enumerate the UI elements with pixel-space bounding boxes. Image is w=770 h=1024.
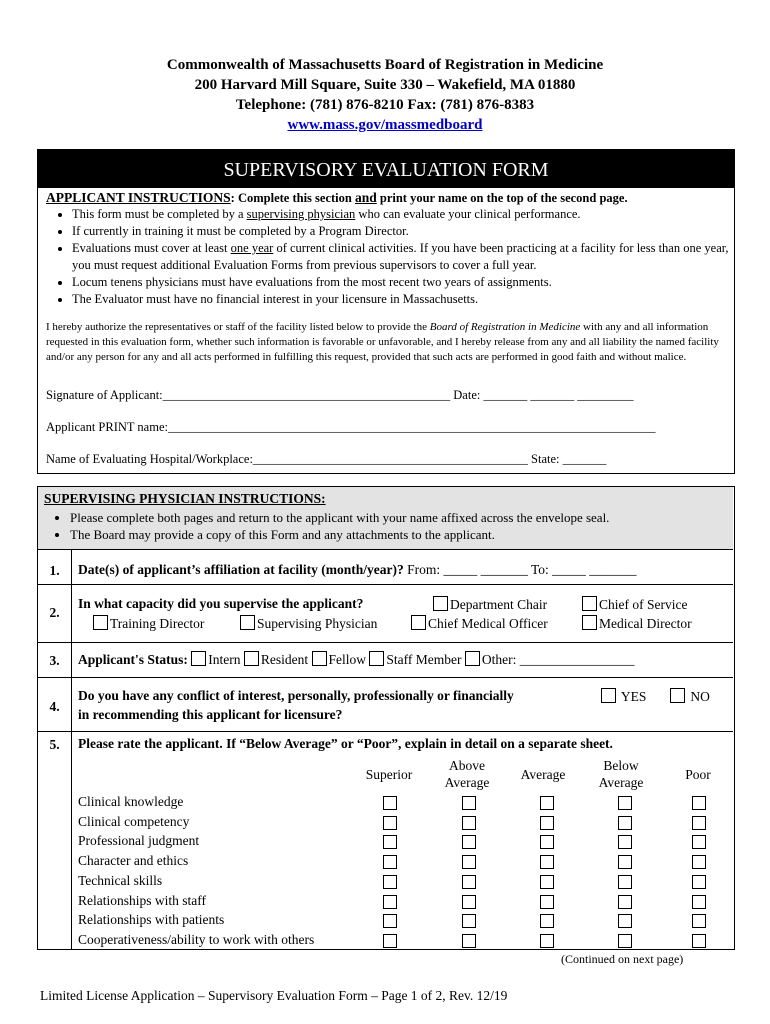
divider bbox=[38, 642, 733, 643]
list-item: • The Board may provide a copy of this Form and any attachments to the applicant. bbox=[70, 526, 724, 543]
option-supervising-physician[interactable]: Supervising Physician bbox=[240, 615, 377, 632]
print-name-field[interactable]: Applicant PRINT name:______________________________________________________________________________ bbox=[46, 420, 656, 434]
option-training-director[interactable]: Training Director bbox=[93, 615, 204, 632]
criterion-label: Clinical knowledge bbox=[78, 794, 184, 809]
board-name: Commonwealth of Massachusetts Board of Registration in Medicine bbox=[166, 57, 604, 73]
rating-checkbox[interactable] bbox=[462, 914, 476, 928]
rating-checkbox[interactable] bbox=[462, 835, 476, 849]
rating-checkbox[interactable] bbox=[462, 875, 476, 889]
question-number: 5. bbox=[49, 737, 60, 752]
rating-checkbox[interactable] bbox=[618, 816, 632, 830]
rating-checkbox[interactable] bbox=[383, 934, 397, 948]
rating-checkbox[interactable] bbox=[692, 835, 706, 849]
form-title: SUPERVISORY EVALUATION FORM bbox=[38, 150, 734, 188]
divider bbox=[38, 584, 733, 585]
rating-checkbox[interactable] bbox=[692, 895, 706, 909]
rating-checkbox[interactable] bbox=[462, 895, 476, 909]
rating-checkbox[interactable] bbox=[462, 934, 476, 948]
rating-checkbox[interactable] bbox=[383, 855, 397, 869]
divider bbox=[38, 549, 733, 550]
divider bbox=[38, 731, 733, 732]
list-item: • If currently in training it must be completed by a Program Director. bbox=[72, 223, 731, 240]
rating-checkbox[interactable] bbox=[540, 816, 554, 830]
supervisor-instructions-heading: SUPERVISING PHYSICIAN INSTRUCTIONS: bbox=[44, 491, 326, 506]
rating-checkbox[interactable] bbox=[618, 914, 632, 928]
supervisor-section bbox=[37, 486, 735, 950]
checkbox[interactable] bbox=[582, 615, 597, 630]
rating-checkbox[interactable] bbox=[540, 895, 554, 909]
column-average: Average bbox=[520, 767, 566, 782]
checkbox-fellow[interactable] bbox=[312, 651, 327, 666]
number-column-divider bbox=[71, 549, 72, 949]
applicant-instructions-heading: APPLICANT INSTRUCTIONS bbox=[46, 190, 231, 205]
checkbox[interactable] bbox=[582, 596, 597, 611]
question-5-text: Please rate the applicant. If “Below Average” or “Poor”, explain in detail on a separate sheet. bbox=[78, 736, 613, 751]
question-2-text: In what capacity did you supervise the applicant? bbox=[78, 596, 364, 611]
criterion-label: Professional judgment bbox=[78, 833, 200, 849]
rating-checkbox[interactable] bbox=[383, 895, 397, 909]
authorization-text: I hereby authorize the representatives or staff of the facility listed below to provide the Board of Registration in Medicine with any and all information requested in this evaluation form, whether such information is favorable or unfavorable, and I hereby release from any and all liability the named facility and/or any person for any and all acts performed in fulfilling this request, provided that such acts are performed in good faith and without malice. bbox=[46, 321, 719, 363]
rating-checkbox[interactable] bbox=[618, 895, 632, 909]
affiliation-dates-field[interactable]: From: _____ _______ To: _____ _______ bbox=[403, 562, 637, 577]
list-item: • This form must be completed by a supervising physician who can evaluate your clinical performance. bbox=[72, 206, 731, 223]
rating-checkbox[interactable] bbox=[618, 855, 632, 869]
rating-checkbox[interactable] bbox=[462, 796, 476, 810]
option-yes[interactable]: YES bbox=[601, 688, 646, 705]
rating-checkbox[interactable] bbox=[618, 934, 632, 948]
checkbox-other[interactable] bbox=[465, 651, 480, 666]
applicant-bullets bbox=[46, 206, 731, 308]
rating-checkbox[interactable] bbox=[383, 816, 397, 830]
rating-checkbox[interactable] bbox=[540, 835, 554, 849]
column-poor: Poor bbox=[685, 767, 711, 782]
checkbox[interactable] bbox=[433, 596, 448, 611]
rating-checkbox[interactable] bbox=[540, 796, 554, 810]
rating-checkbox[interactable] bbox=[462, 855, 476, 869]
letterhead bbox=[0, 55, 770, 135]
list-item: • Evaluations must cover at least one year of current clinical activities. If you have been practicing at a facility for less than one year, you must request additional Evaluation Forms from previous supervisors to cover a full year. bbox=[72, 240, 731, 274]
question-1 bbox=[78, 562, 637, 578]
checkbox-resident[interactable] bbox=[244, 651, 259, 666]
rating-checkbox[interactable] bbox=[462, 816, 476, 830]
column-above-average: Above Average bbox=[444, 758, 490, 790]
criterion-label: Relationships with patients bbox=[78, 912, 225, 928]
option-department-chair[interactable]: Department Chair bbox=[433, 596, 547, 613]
option-chief-medical-officer[interactable]: Chief Medical Officer bbox=[411, 615, 548, 632]
rating-checkbox[interactable] bbox=[383, 835, 397, 849]
question-4-line1: Do you have any conflict of interest, personally, professionally or financially bbox=[78, 688, 514, 703]
rating-checkbox[interactable] bbox=[383, 796, 397, 810]
option-chief-of-service[interactable]: Chief of Service bbox=[582, 596, 687, 613]
rating-checkbox[interactable] bbox=[540, 855, 554, 869]
rating-checkbox[interactable] bbox=[618, 875, 632, 889]
column-superior: Superior bbox=[365, 767, 413, 782]
question-3: Applicant's Status: Intern Resident Fellow Staff Member Other: _________________ bbox=[78, 652, 635, 667]
intro-and: and bbox=[354, 190, 377, 205]
criterion-label: Technical skills bbox=[78, 872, 163, 888]
rating-checkbox[interactable] bbox=[692, 796, 706, 810]
rating-checkbox[interactable] bbox=[540, 914, 554, 928]
rating-checkbox[interactable] bbox=[383, 875, 397, 889]
checkbox[interactable] bbox=[411, 615, 426, 630]
list-item: • Please complete both pages and return to the applicant with your name affixed across the envelope seal. bbox=[70, 509, 724, 526]
continued-note: (Continued on next page) bbox=[561, 952, 684, 966]
page-footer: Limited License Application – Supervisory Evaluation Form – Page 1 of 2, Rev. 12/19 bbox=[40, 988, 508, 1003]
question-4-line2: in recommending this applicant for licensure? bbox=[78, 707, 343, 722]
criterion-label: Clinical competency bbox=[78, 813, 190, 829]
criterion-label: Cooperativeness/ability to work with others bbox=[78, 931, 315, 947]
option-no[interactable]: NO bbox=[670, 688, 710, 705]
checkbox[interactable] bbox=[601, 688, 616, 703]
rating-checkbox[interactable] bbox=[692, 855, 706, 869]
board-phone-fax: Telephone: (781) 876-8210 Fax: (781) 876-8383 bbox=[235, 97, 535, 113]
question-number: 3. bbox=[49, 653, 60, 668]
question-1-text: Date(s) of applicant’s affiliation at facility (month/year)? bbox=[78, 562, 404, 577]
checkbox[interactable] bbox=[670, 688, 685, 703]
criterion-label: Relationships with staff bbox=[78, 892, 206, 908]
checkbox-staff-member[interactable] bbox=[369, 651, 384, 666]
rating-checkbox[interactable] bbox=[692, 816, 706, 830]
question-3-text: Applicant's Status: bbox=[78, 652, 188, 667]
hospital-field[interactable]: Name of Evaluating Hospital/Workplace:____________________________________________ State: _______ bbox=[46, 452, 607, 466]
rating-checkbox[interactable] bbox=[692, 875, 706, 889]
list-item: • Locum tenens physicians must have evaluations from the most recent two years of assignments. bbox=[72, 274, 731, 291]
rating-checkbox[interactable] bbox=[692, 934, 706, 948]
option-medical-director[interactable]: Medical Director bbox=[582, 615, 692, 632]
question-number: 2. bbox=[49, 605, 60, 620]
rating-checkbox[interactable] bbox=[383, 914, 397, 928]
signature-field[interactable]: Signature of Applicant:______________________________________________ Date: _______ _______ _________ bbox=[46, 388, 634, 402]
list-item: • The Evaluator must have no financial interest in your licensure in Massachusetts. bbox=[72, 291, 731, 308]
question-number: 1. bbox=[49, 563, 60, 578]
intro-text-end: print your name on the top of the second page. bbox=[376, 191, 628, 205]
applicant-instructions bbox=[46, 190, 731, 308]
board-address: 200 Harvard Mill Square, Suite 330 – Wakefield, MA 01880 bbox=[194, 77, 576, 93]
rating-checkbox[interactable] bbox=[692, 914, 706, 928]
rating-checkbox[interactable] bbox=[540, 875, 554, 889]
intro-text: : Complete this section bbox=[230, 191, 355, 205]
divider bbox=[38, 677, 733, 678]
checkbox-intern[interactable] bbox=[191, 651, 206, 666]
checkbox[interactable] bbox=[93, 615, 108, 630]
board-website-link[interactable]: www.mass.gov/massmedboard bbox=[287, 117, 483, 133]
rating-checkbox[interactable] bbox=[618, 796, 632, 810]
question-number: 4. bbox=[49, 699, 60, 714]
criterion-label: Character and ethics bbox=[78, 853, 189, 869]
rating-checkbox[interactable] bbox=[540, 934, 554, 948]
supervisor-instructions bbox=[44, 509, 724, 543]
rating-checkbox[interactable] bbox=[618, 835, 632, 849]
checkbox[interactable] bbox=[240, 615, 255, 630]
applicant-section bbox=[37, 149, 735, 474]
column-below-average: Below Average bbox=[598, 758, 644, 790]
